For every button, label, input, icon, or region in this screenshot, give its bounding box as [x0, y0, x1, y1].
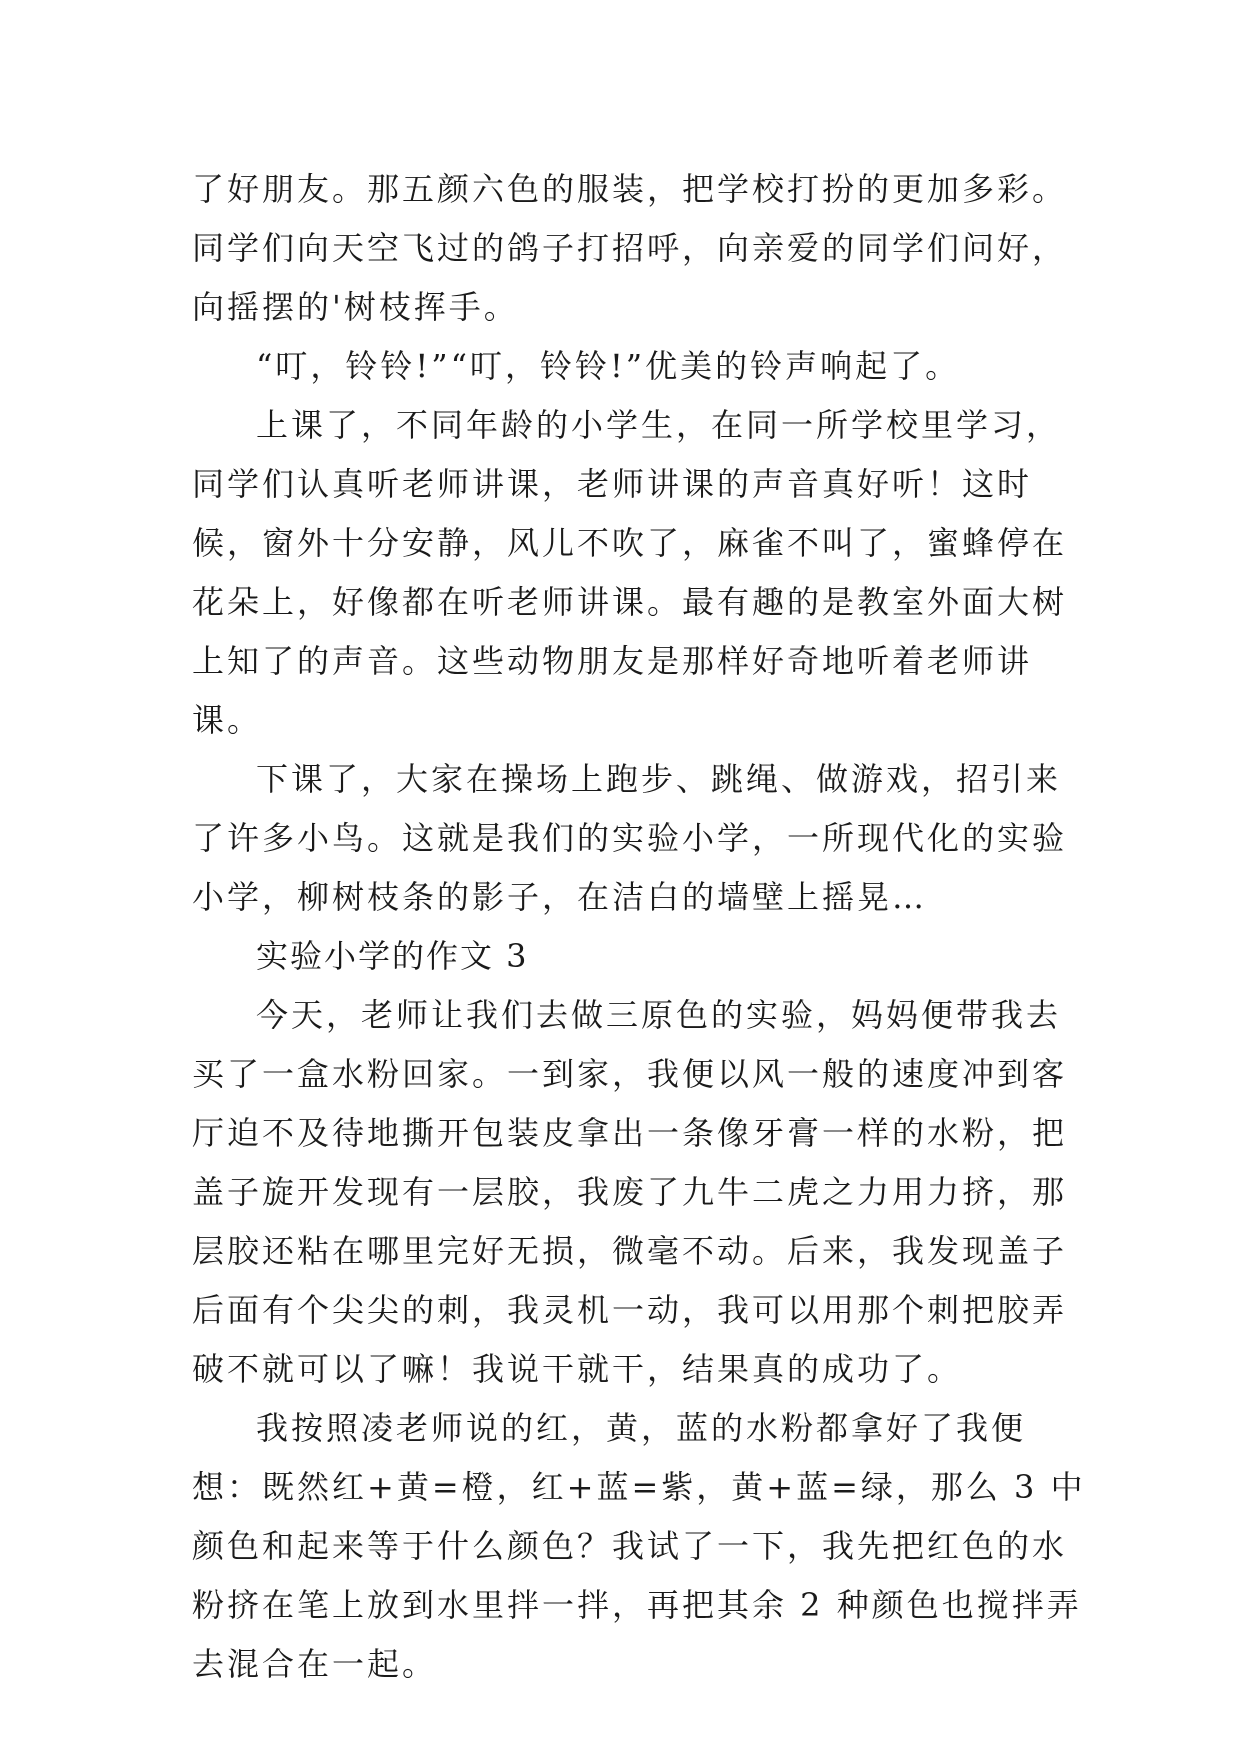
- body-text: [192, 160, 1092, 1694]
- paragraph: 了好朋友。那五颜六色的服装，把学校打扮的更加多彩。同学们向天空飞过的鸽子打招呼，向亲爱的同学们问好，向摇摆的'树枝挥手。: [192, 170, 1068, 326]
- section-heading: 实验小学的作文 3: [256, 937, 529, 975]
- paragraph: “叮，铃铃!”“叮，铃铃!”优美的铃声响起了。: [256, 347, 961, 385]
- paragraph: 下课了，大家在操场上跑步、跳绳、做游戏，招引来了许多小鸟。这就是我们的实验小学，一所现代化的实验小学，柳树枝条的影子，在洁白的墙壁上摇晃…: [192, 760, 1068, 916]
- paragraph: 我按照凌老师说的红，黄，蓝的水粉都拿好了我便想：既然红+黄=橙，红+蓝=紫，黄+蓝=绿，那么 3 中颜色和起来等于什么颜色？我试了一下，我先把红色的水粉挤在笔上放到水里拌一拌，再把其余 2 种颜色也搅拌弄去混合在一起。: [192, 1409, 1086, 1683]
- paragraph: 今天，老师让我们去做三原色的实验，妈妈便带我去买了一盒水粉回家。一到家，我便以风一般的速度冲到客厅迫不及待地撕开包装皮拿出一条像牙膏一样的水粉，把盖子旋开发现有一层胶，我废了九牛二虎之力用力挤，那层胶还粘在哪里完好无损，微毫不动。后来，我发现盖子后面有个尖尖的刺，我灵机一动，我可以用那个刺把胶弄破不就可以了嘛！我说干就干，结果真的成功了。: [192, 996, 1068, 1388]
- paragraph: 上课了，不同年龄的小学生，在同一所学校里学习，同学们认真听老师讲课，老师讲课的声音真好听！这时候，窗外十分安静，风儿不吹了，麻雀不叫了，蜜蜂停在花朵上，好像都在听老师讲课。最有趣的是教室外面大树上知了的声音。这些动物朋友是那样好奇地听着老师讲课。: [192, 406, 1068, 739]
